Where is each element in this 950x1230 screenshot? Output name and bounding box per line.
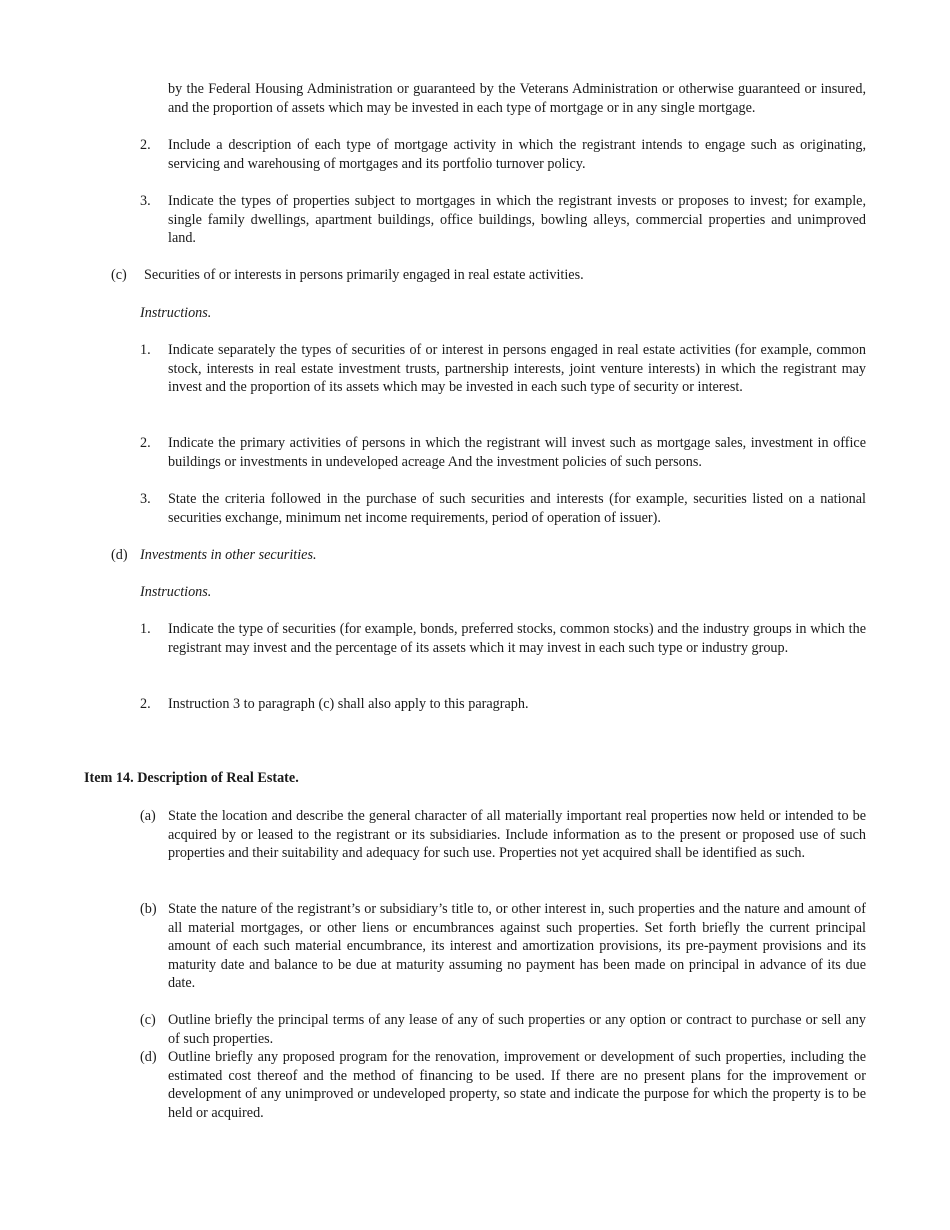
paragraph-text: Outline briefly any proposed program for the renovation, improvement or development of such properties, including the estimated cost thereof and the method of financing to be used. If there are no present plans for the improvement or development of any unimproved or undeveloped property, so state and indicate the purpose for which the property is to be held or acquired.	[168, 1049, 866, 1121]
paragraph-text: State the nature of the registrant’s or subsidiary’s title to, or other interest in, such properties and the nature and amount of all material mortgages, or other liens or encumbrances against such properties. Set forth briefly the current principal amount of each such material encumbrance, its interest and amortization provisions, its pre-payment provisions and its maturity date and balance to be due at maturity assuming no payment has been made on principal in advance of its due date.	[168, 901, 866, 992]
instruction-number: 3.	[140, 491, 151, 507]
section-c-text: Securities of or interests in persons primarily engaged in real estate activities.	[144, 267, 584, 283]
paragraph-label: (c)	[140, 1012, 156, 1028]
instructions-heading: Instructions.	[140, 305, 212, 321]
instruction-number: 1.	[140, 621, 151, 637]
continuation-text: by the Federal Housing Administration or guaranteed by the Veterans Administration or otherwise guaranteed or insured, and the proportion of assets which may be invested in each type of mortgage or in any single mortgage.	[168, 81, 866, 116]
instruction-number: 1.	[140, 342, 151, 358]
instruction-text: Indicate the primary activities of persons in which the registrant will invest such as mortgage sales, investment in office buildings or investments in undeveloped acreage And the investment policies of such persons.	[168, 435, 866, 470]
instruction-number: 2.	[140, 137, 151, 153]
item-14-heading: Item 14. Description of Real Estate.	[84, 770, 299, 786]
instruction-text: State the criteria followed in the purchase of such securities and interests (for example, securities listed on a national securities exchange, minimum net income requirements, period of operation of issuer).	[168, 491, 866, 526]
instruction-number: 2.	[140, 435, 151, 451]
instruction-text: Indicate separately the types of securities of or interest in persons engaged in real estate activities (for example, common stock, interests in real estate investment trusts, partnership interests, joint venture interests) in which the registrant may invest and the proportion of its assets which may be invested in each such type of security or interest.	[168, 342, 866, 396]
instructions-heading: Instructions.	[140, 584, 212, 600]
instruction-number: 2.	[140, 696, 151, 712]
instruction-text: Include a description of each type of mortgage activity in which the registrant intends to engage such as originating, servicing and warehousing of mortgages and its portfolio turnover policy.	[168, 137, 866, 172]
paragraph-label: (a)	[140, 808, 156, 824]
section-d-text: Investments in other securities.	[140, 547, 317, 563]
paragraph-text: Outline briefly the principal terms of any lease of any of such properties or any option or contract to purchase or sell any of such properties.	[168, 1012, 866, 1047]
instruction-number: 3.	[140, 193, 151, 209]
paragraph-label: (b)	[140, 901, 157, 917]
instruction-text: Indicate the types of properties subject to mortgages in which the registrant invests or proposes to invest; for example, single family dwellings, apartment buildings, office buildings, bowling alleys, commercial properties and unimproved land.	[168, 193, 866, 247]
section-d-label: (d)	[111, 547, 128, 563]
section-c-label: (c)	[111, 267, 127, 283]
paragraph-label: (d)	[140, 1049, 157, 1065]
paragraph-text: State the location and describe the general character of all materially important real properties now held or intended to be acquired by or leased to the registrant or its subsidiaries. Include information as to the present or proposed use of such properties and their suitability and adequacy for such use. Properties not yet acquired shall be identified as such.	[168, 808, 866, 862]
instruction-text: Instruction 3 to paragraph (c) shall also apply to this paragraph.	[168, 696, 529, 712]
instruction-text: Indicate the type of securities (for example, bonds, preferred stocks, common stocks) and the industry groups in which the registrant may invest and the percentage of its assets which it may invest in each such type or industry group.	[168, 621, 866, 656]
